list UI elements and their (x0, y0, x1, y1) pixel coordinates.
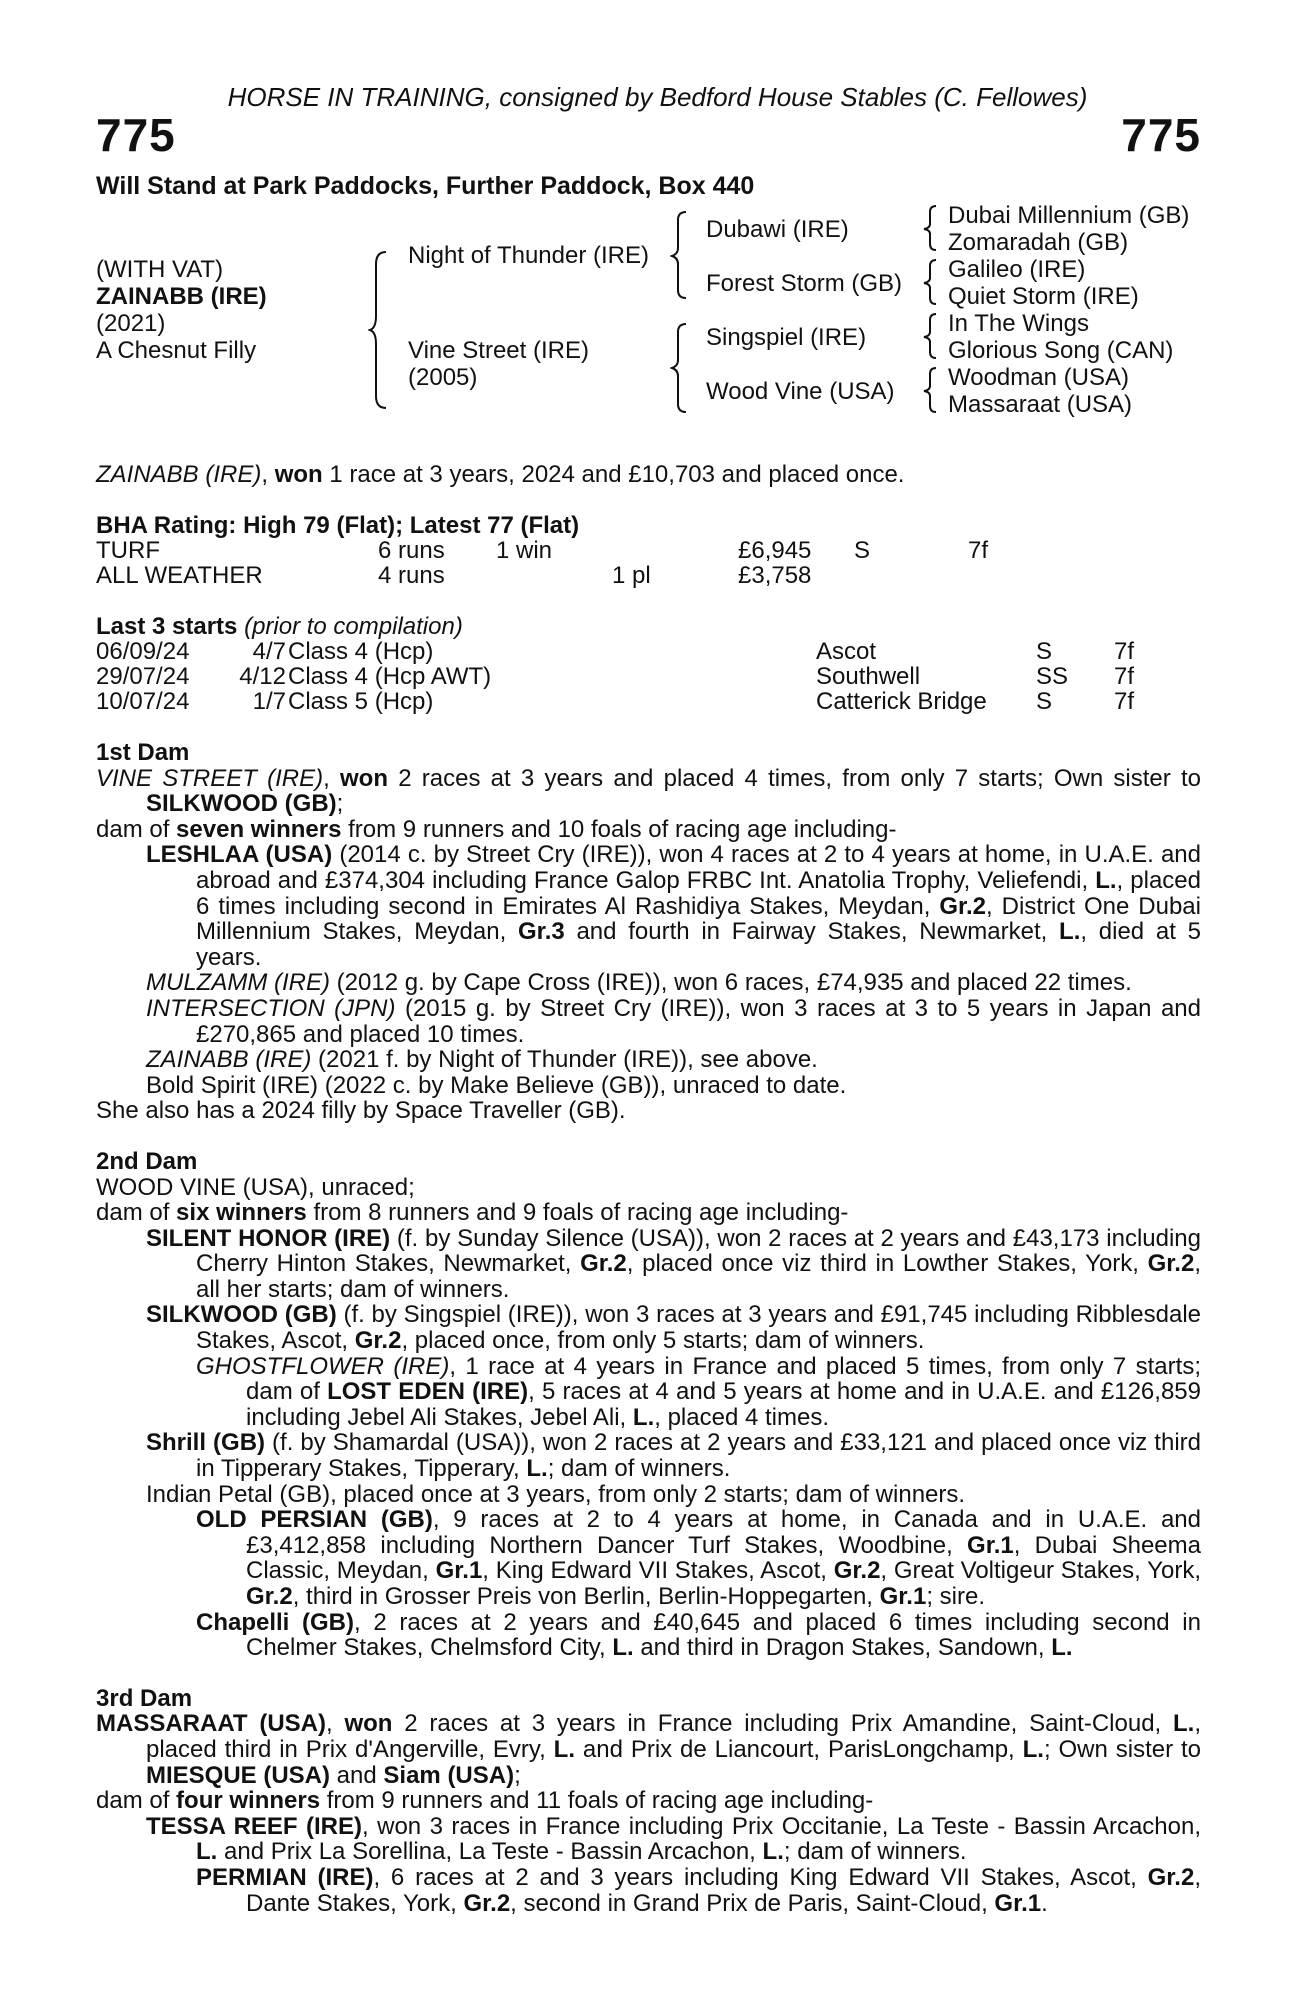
rating-surface: TURF (96, 537, 160, 564)
pedigree-sdd: Quiet Storm (IRE) (948, 283, 1139, 310)
entry-text: , placed once, from only 5 starts; dam of winners. (401, 1327, 925, 1355)
winners-count: seven winners (176, 815, 342, 843)
produce-name: PERMIAN (IRE) (196, 1863, 374, 1891)
last-starts-title: Last 3 starts (96, 613, 238, 640)
group-mark: Gr.2 (939, 892, 987, 920)
produce-name: TESSA REEF (IRE) (146, 1812, 363, 1840)
group-mark: Gr.2 (463, 1889, 511, 1917)
also-note: She also has a 2024 filly by Space Traveller (GB). (96, 1097, 626, 1125)
pedigree-sire-sire: Dubawi (IRE) (706, 216, 849, 243)
entry-text: and Prix La Sorellina, La Teste - Bassin Arcachon, (217, 1838, 763, 1866)
entry-text: and third in Dragon Stakes, Sandown, (633, 1634, 1052, 1662)
entry-text: (2015 g. by Street Cry (IRE)), won 3 races at 3 to 5 years in Japan and £270,865 and placed 10 times. (196, 994, 1201, 1048)
produce-entry (146, 842, 1201, 970)
entry-text: (2014 c. by Street Cry (IRE)), won 4 races at 2 to 4 years at home, in U.A.E. and abroad and £374,304 including France Galop FRBC Int. Anatolia Trophy, Veliefendi, (196, 841, 1202, 894)
entry-text: , placed 4 times. (654, 1403, 829, 1431)
punct: ; (336, 790, 344, 818)
damof-c: from 9 runners and 11 foals of racing age including- (320, 1787, 874, 1815)
summary-text: 1 race at 3 years, 2024 and £10,703 and placed once. (322, 461, 905, 488)
group-mark: Gr.2 (246, 1583, 293, 1610)
dam-name: MASSARAAT (USA) (96, 1710, 326, 1738)
entry-text: (f. by Shamardal (USA)), won 2 races at 2 years and £33,121 and placed once viz third in Tipperary Stakes, Tipperary, (196, 1429, 1201, 1483)
listed-mark: L. (1173, 1710, 1195, 1738)
entry-text: , 5 races at 4 and 5 years at home and in U.A.E. and £126,859 including Jebel Ali Stakes, Jebel Ali, (246, 1378, 1201, 1431)
rating-distance: 7f (968, 537, 989, 564)
consignment-line: HORSE IN TRAINING, consigned by Bedford House Stables (C. Fellowes) (227, 82, 1088, 112)
rating-runs: 6 runs (378, 537, 445, 564)
produce-name: LESHLAA (USA) (146, 841, 333, 869)
start-distance: 7f (1114, 688, 1135, 715)
entry-text: . (1041, 1889, 1048, 1917)
start-date: 29/07/24 (96, 663, 190, 690)
group-mark: Gr.1 (879, 1583, 927, 1610)
pedigree-brace-main (368, 250, 390, 410)
dam-of-line (96, 817, 1201, 843)
entry-text: , Dubai Sheema Classic, Meydan, (246, 1531, 1201, 1585)
horse-description: A Chesnut Filly (96, 337, 257, 364)
produce-entry (146, 970, 1201, 996)
produce-entry: Bold Spirit (IRE) (2022 c. by Make Believe (GB)), unraced to date. (146, 1071, 847, 1099)
pedigree-brace-dam (670, 322, 690, 414)
start-going: S (1036, 688, 1053, 715)
third-dam-heading: 3rd Dam (96, 1684, 193, 1712)
first-dam-line: VINE STREET (IRE), won 2 races at 3 years and placed 4 times, from only 7 starts; Own sister to SILKWOOD (GB); (96, 764, 1201, 818)
start-course: Ascot (816, 638, 877, 665)
won-label: won (340, 764, 388, 792)
produce-entry (146, 996, 1201, 1047)
lot-number-right: 775 (1121, 109, 1201, 161)
produce-name: LOST EDEN (IRE) (327, 1378, 529, 1406)
listed-mark: L. (762, 1838, 784, 1866)
produce-name: INTERSECTION (JPN) (146, 994, 396, 1022)
produce-name: SILENT HONOR (IRE) (146, 1224, 391, 1252)
entry-text: (2012 g. by Cape Cross (IRE)), won 6 races, £74,935 and placed 22 times. (329, 969, 1132, 997)
start-going: S (1036, 638, 1053, 665)
entry-text: , placed third in Prix d'Angerville, Evry, (146, 1710, 1201, 1763)
entry-text: 2 races at 3 years in France including Prix Amandine, Saint-Cloud, (392, 1710, 1173, 1738)
group-mark: Gr.3 (518, 918, 565, 946)
produce-name: Chapelli (GB) (196, 1608, 354, 1636)
produce-entry (146, 1302, 1201, 1353)
winners-count: four winners (176, 1787, 321, 1815)
pedigree-ddd: Massaraat (USA) (948, 391, 1133, 418)
produce-subentry (196, 1354, 1201, 1431)
entry-text: ; Own sister to (1043, 1735, 1202, 1763)
dam-of-line (96, 1788, 1201, 1814)
produce-name: OLD PERSIAN (GB) (196, 1506, 433, 1534)
rating-going: S (854, 537, 871, 564)
entry-text: , second in Grand Prix de Paris, Saint-Cloud, (510, 1889, 995, 1917)
listed-mark: L. (1051, 1634, 1073, 1662)
start-date: 06/09/24 (96, 638, 190, 665)
dam-name: VINE STREET (IRE) (96, 764, 324, 792)
entry-text: ; sire. (926, 1583, 986, 1610)
listed-mark: L. (553, 1735, 575, 1763)
damof-a: dam of (96, 1787, 177, 1815)
listed-mark: L. (196, 1838, 218, 1866)
start-race: Class 5 (Hcp) (288, 688, 434, 715)
produce-subentry (196, 1507, 1201, 1609)
produce-name: Shrill (GB) (146, 1429, 266, 1457)
punct: ; (514, 1761, 521, 1789)
start-race: Class 4 (Hcp AWT) (288, 663, 492, 690)
entry-text: , died at 5 years. (196, 918, 1201, 971)
group-mark: Gr.2 (1147, 1250, 1195, 1278)
entry-text: (f. by Singspiel (IRE)), won 3 races at 3 years and £91,745 including Ribblesdale Stakes, Ascot, (196, 1301, 1202, 1355)
damof-a: dam of (96, 1199, 177, 1227)
entry-text: and Prix de Liancourt, ParisLongchamp, (575, 1735, 1023, 1763)
listed-mark: L. (632, 1403, 655, 1431)
rating-wins: 1 win (496, 537, 553, 564)
pedigree-brace-sire (670, 210, 690, 300)
pedigree-sss: Dubai Millennium (GB) (948, 202, 1190, 229)
listed-mark: L. (1022, 1735, 1044, 1763)
entry-text: ; dam of winners. (547, 1455, 731, 1483)
bha-rating-heading: BHA Rating: High 79 (Flat); Latest 77 (Flat) (96, 512, 580, 539)
winners-count: six winners (176, 1199, 307, 1227)
entry-text: , placed 6 times including second in Emirates Al Rashidiya Stakes, Meydan, (196, 866, 1202, 920)
produce-entry (146, 1814, 1201, 1865)
last-starts-heading (96, 614, 463, 639)
produce-entry (146, 1047, 1201, 1073)
produce-name: MULZAMM (IRE) (146, 969, 330, 997)
horse-name: ZAINABB (IRE) (96, 283, 267, 310)
start-course: Southwell (816, 663, 921, 690)
group-mark: Gr.2 (833, 1557, 881, 1585)
entry-text: , District One Dubai Millennium Stakes, Meydan, (196, 892, 1201, 946)
rating-prize: £3,758 (738, 562, 812, 589)
pedigree-brace-ss (922, 204, 940, 252)
sister-name: SILKWOOD (GB) (146, 790, 337, 818)
start-distance: 7f (1114, 638, 1135, 665)
produce-name: GHOSTFLOWER (IRE) (196, 1352, 450, 1380)
group-mark: Gr.1 (967, 1531, 1014, 1559)
start-position: 1/7 (252, 688, 286, 715)
won-label: won (344, 1710, 393, 1738)
entry-text: , 2 races at 2 years and £40,645 and placed 6 times including second in Chelmer Stakes, Chelmsford City, (246, 1608, 1201, 1662)
second-dam-line: WOOD VINE (USA), unraced; (96, 1173, 415, 1201)
pedigree-sds: Galileo (IRE) (948, 256, 1086, 283)
pedigree-sire-dam: Forest Storm (GB) (706, 270, 903, 297)
start-date: 10/07/24 (96, 688, 190, 715)
entry-text: , Dante Stakes, York, (246, 1863, 1201, 1917)
race-summary: ZAINABB (IRE), won 1 race at 3 years, 2024 and £10,703 and placed once. (96, 461, 905, 488)
entry-text: , placed once viz third in Lowther Stakes, York, (626, 1250, 1148, 1278)
produce-entry: Indian Petal (GB), placed once at 3 years, from only 2 starts; dam of winners. (146, 1480, 966, 1508)
third-dam-line: MASSARAAT (USA), won 2 races at 3 years in France including Prix Amandine, Saint-Cloud, L., placed third in Prix d'Angerville, Evry, L. and Prix de Liancourt, ParisLongchamp, L.; Own sister to MIESQUE (USA) and Siam (USA); (96, 1710, 1202, 1789)
pedigree-dam-sire: Singspiel (IRE) (706, 324, 867, 351)
start-going: SS (1036, 663, 1069, 690)
start-race: Class 4 (Hcp) (288, 638, 434, 665)
start-course: Catterick Bridge (816, 688, 987, 715)
pedigree-dam-year: (2005) (408, 364, 478, 391)
entry-text: ; dam of winners. (783, 1838, 967, 1866)
group-mark: Gr.2 (1147, 1863, 1195, 1891)
damof-c: from 8 runners and 9 foals of racing age including- (306, 1199, 849, 1227)
group-mark: Gr.2 (354, 1327, 402, 1355)
summary-horse-name: ZAINABB (IRE) (96, 461, 262, 488)
rating-surface: ALL WEATHER (96, 562, 263, 589)
entry-text: , won 3 races in France including Prix Occitanie, La Teste - Bassin Arcachon, (362, 1812, 1202, 1840)
produce-subentry (196, 1610, 1201, 1661)
listed-mark: L. (612, 1634, 634, 1662)
produce-name: ZAINABB (IRE) (146, 1046, 312, 1074)
entry-text: and (330, 1761, 384, 1789)
lot-number-left: 775 (96, 109, 176, 161)
vat-note: (WITH VAT) (96, 256, 224, 283)
entry-text: , Great Voltigeur Stakes, York, (880, 1557, 1201, 1585)
entry-text: (2021 f. by Night of Thunder (IRE)), see above. (311, 1046, 818, 1074)
entry-text: , third in Grosser Preis von Berlin, Berlin-Hoppegarten, (292, 1583, 880, 1610)
dam-of-line (96, 1200, 1201, 1226)
horse-year: (2021) (96, 310, 166, 337)
group-mark: Gr.2 (580, 1250, 627, 1278)
dam-record: 2 races at 3 years and placed 4 times, from only 7 starts; Own sister to (388, 764, 1201, 792)
pedigree-dam-dam: Wood Vine (USA) (706, 378, 895, 405)
entry-text: , 6 races at 2 and 3 years including King Edward VII Stakes, Ascot, (373, 1863, 1148, 1891)
produce-subentry (196, 1865, 1201, 1916)
entry-text: , 1 race at 4 years in France and placed 5 times, from only 7 starts; dam of (246, 1352, 1201, 1406)
damof-a: dam of (96, 815, 177, 843)
pedigree-brace-sd (922, 258, 940, 306)
sister-name: MIESQUE (USA) (146, 1761, 331, 1789)
pedigree-brace-ds (922, 312, 940, 360)
first-dam-heading: 1st Dam (96, 739, 190, 766)
listed-mark: L. (1095, 866, 1117, 894)
pedigree-dss: In The Wings (948, 310, 1089, 337)
group-mark: Gr.1 (994, 1889, 1042, 1917)
damof-c: from 9 runners and 10 foals of racing age including- (341, 815, 897, 843)
pedigree-dds: Woodman (USA) (948, 364, 1129, 391)
pedigree-dsd: Glorious Song (CAN) (948, 337, 1174, 364)
produce-name: SILKWOOD (GB) (146, 1301, 337, 1329)
summary-won: won (274, 461, 323, 488)
second-dam-heading: 2nd Dam (96, 1147, 198, 1175)
rating-placed: 1 pl (612, 562, 651, 589)
last-starts-note: (prior to compilation) (244, 613, 463, 640)
entry-text: (f. by Sunday Silence (USA)), won 2 races at 2 years and £43,173 including Cherry Hinton Stakes, Newmarket, (196, 1224, 1201, 1278)
pedigree-ssd: Zomaradah (GB) (948, 229, 1129, 256)
listed-mark: L. (1059, 918, 1081, 946)
produce-entry (146, 1226, 1201, 1303)
start-position: 4/7 (252, 638, 286, 665)
produce-entry (146, 1430, 1201, 1481)
group-mark: Gr.1 (435, 1557, 483, 1585)
dam-sections (96, 740, 1201, 1916)
pedigree-sire: Night of Thunder (IRE) (408, 242, 649, 269)
sister-name: Siam (USA) (383, 1761, 515, 1789)
start-position: 4/12 (239, 663, 286, 690)
entry-text: , all her starts; dam of winners. (196, 1250, 1201, 1303)
listed-mark: L. (526, 1455, 548, 1483)
pedigree-dam: Vine Street (IRE) (408, 337, 589, 364)
entry-text: , King Edward VII Stakes, Ascot, (482, 1557, 834, 1585)
rating-prize: £6,945 (738, 537, 812, 564)
rating-runs: 4 runs (378, 562, 445, 589)
stand-location: Will Stand at Park Paddocks, Further Paddock, Box 440 (96, 172, 755, 200)
pedigree-brace-dd (922, 366, 940, 414)
entry-text: , 9 races at 2 to 4 years at home, in Canada and in U.A.E. and £3,412,858 including Northern Dancer Turf Stakes, Woodbine, (246, 1506, 1201, 1559)
start-distance: 7f (1114, 663, 1135, 690)
entry-text: and fourth in Fairway Stakes, Newmarket, (564, 918, 1060, 946)
